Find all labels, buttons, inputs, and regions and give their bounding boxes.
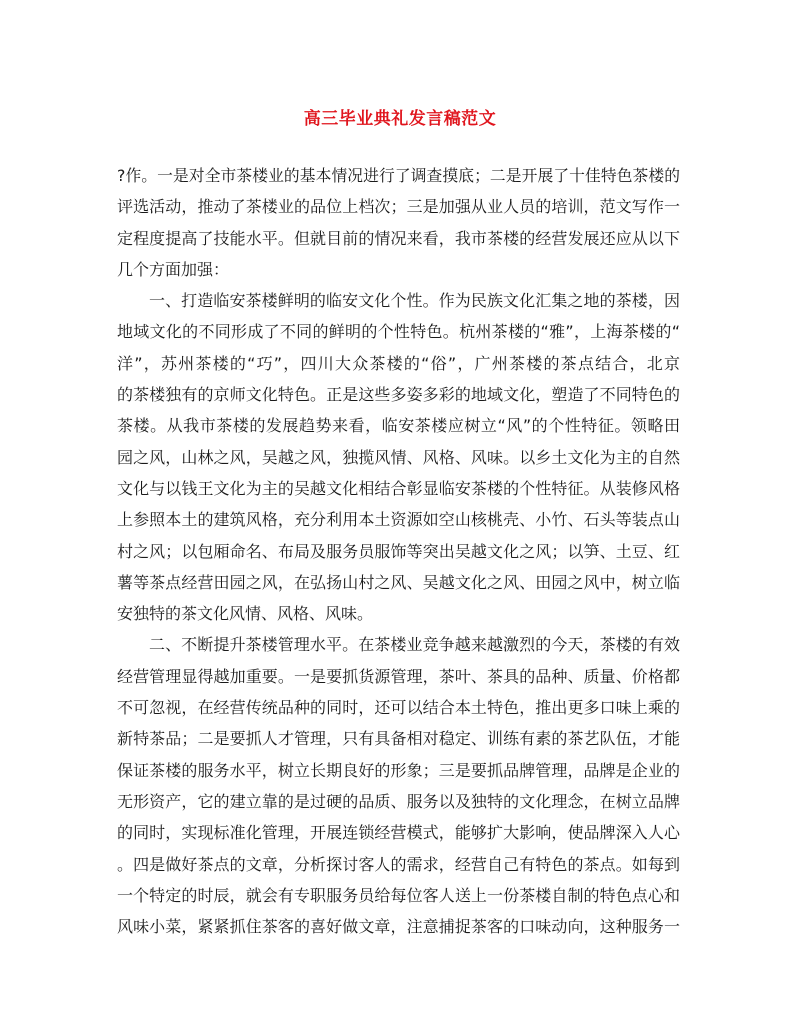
text-line: 不可忽视，在经营传统品种的同时，还可以结合本土特色，推出更多口味上乘的 — [117, 698, 680, 718]
text-line: 洋”，苏州茶楼的“巧”，四川大众茶楼的“俗”，广州茶楼的茶点结合，北京 — [117, 353, 680, 373]
text-line: 定程度提高了技能水平。但就目前的情况来看，我市茶楼的经营发展还应从以下 — [117, 228, 680, 248]
text-line: 地域文化的不同形成了不同的鲜明的个性特色。杭州茶楼的“雅”，上海茶楼的“ — [117, 322, 680, 342]
text-line: 文化与以钱王文化为主的吴越文化相结合彰显临安茶楼的个性特征。从装修风格 — [117, 478, 680, 498]
text-line: 薯等茶点经营田园之风，在弘扬山村之风、吴越文化之风、田园之风中，树立临 — [117, 572, 680, 592]
text-line: 村之风；以包厢命名、布局及服务员服饰等突出吴越文化之风；以笋、土豆、红 — [117, 541, 680, 561]
text-line: 保证茶楼的服务水平，树立长期良好的形象；三是要抓品牌管理，品牌是企业的 — [117, 760, 680, 780]
text-line: 经营管理显得越加重要。一是要抓货源管理，茶叶、茶具的品种、质量、价格都 — [117, 666, 680, 686]
document-title: 高三毕业典礼发言稿范文 — [303, 109, 497, 129]
text-line: 风味小菜，紧紧抓住茶客的喜好做文章，注意捕捉茶客的口味动向，这种服务一 — [117, 917, 680, 937]
text-line: 几个方面加强： — [117, 259, 230, 279]
text-line: 无形资产，它的建立靠的是过硬的品质、服务以及独特的文化理念，在树立品牌 — [117, 791, 680, 811]
text-line: 一个特定的时辰，就会有专职服务员给每位客人送上一份茶楼自制的特色点心和 — [117, 885, 680, 905]
text-line: 茶楼。从我市茶楼的发展趋势来看，临安茶楼应树立“风”的个性特征。领略田 — [117, 416, 680, 436]
text-line: 上参照本土的建筑风格，充分利用本土资源如空山核桃壳、小竹、石头等装点山 — [117, 510, 680, 530]
text-line: 一、打造临安茶楼鲜明的临安文化个性。作为民族文化汇集之地的茶楼，因 — [149, 291, 680, 311]
text-line: 的茶楼独有的京师文化特色。正是这些多姿多彩的地域文化，塑造了不同特色的 — [117, 385, 680, 405]
text-line: 二、不断提升茶楼管理水平。在茶楼业竞争越来越激烈的今天，茶楼的有效 — [149, 635, 680, 655]
text-line: 安独特的茶文化风情、风格、风味。 — [117, 604, 374, 624]
text-line: 园之风，山林之风，吴越之风，独揽风情、风格、风味。以乡土文化为主的自然 — [117, 447, 680, 467]
text-line: 评选活动，推动了茶楼业的品位上档次；三是加强从业人员的培训，范文写作一 — [117, 197, 680, 217]
text-line: 的同时，实现标准化管理，开展连锁经营模式，能够扩大影响，使品牌深入人心 — [117, 823, 680, 843]
text-line: ?作。一是对全市茶楼业的基本情况进行了调查摸底；二是开展了十佳特色茶楼的 — [117, 166, 680, 185]
document-body — [117, 160, 680, 942]
text-line: 。四是做好茶点的文章，分析探讨客人的需求，经营自己有特色的茶点。如每到 — [117, 854, 680, 874]
text-line: 新特茶品；二是要抓人才管理，只有具备相对稳定、训练有素的茶艺队伍，才能 — [117, 729, 680, 749]
